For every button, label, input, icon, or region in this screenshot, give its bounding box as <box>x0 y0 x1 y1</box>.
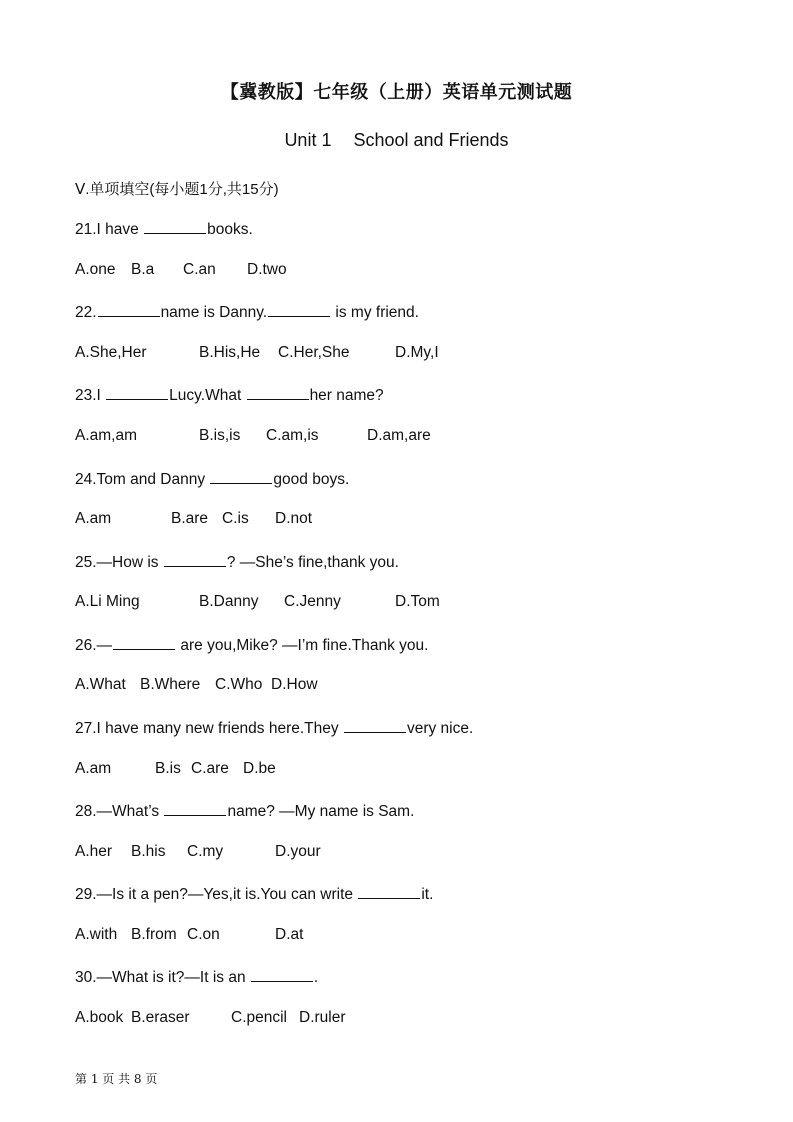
question-27 <box>75 718 473 738</box>
question-text: 30.—What is it?—It is an <box>75 969 250 986</box>
question-22 <box>75 302 419 322</box>
answer-blank <box>164 801 226 816</box>
options-21 <box>75 261 287 279</box>
answer-blank <box>358 884 420 899</box>
option-d: D.your <box>275 843 321 860</box>
option-d: D.How <box>271 676 318 693</box>
question-text: 22. <box>75 304 97 321</box>
option-c: C.my <box>187 843 224 860</box>
option-c: C.an <box>183 261 216 278</box>
option-d: D.at <box>275 926 304 943</box>
option-b: B.is <box>155 760 181 777</box>
option-a: A.with <box>75 926 118 943</box>
answer-blank <box>106 385 168 400</box>
option-c: C.Who <box>215 676 263 693</box>
option-b: B.a <box>131 261 155 278</box>
question-text: 24.Tom and Danny <box>75 471 210 488</box>
question-text: 28.—What’s <box>75 803 164 820</box>
option-a: A.am <box>75 510 112 527</box>
options-27 <box>75 760 276 778</box>
answer-blank <box>268 302 330 317</box>
option-a: A.am <box>75 760 112 777</box>
options-28 <box>75 843 321 861</box>
page-title: 【冀教版】七年级（上册）英语单元测试题 <box>220 82 573 102</box>
question-text: good boys. <box>273 471 350 488</box>
unit-number: Unit 1 <box>284 130 332 150</box>
question-29 <box>75 884 433 904</box>
option-d: D.not <box>275 510 313 527</box>
option-d: D.Tom <box>395 593 440 610</box>
option-c: C.Jenny <box>284 593 341 610</box>
option-c: C.pencil <box>231 1009 287 1026</box>
answer-blank <box>164 552 226 567</box>
question-25 <box>75 552 399 572</box>
section-heading: Ⅴ.单项填空(每小题1分,共15分) <box>75 181 279 198</box>
answer-blank <box>251 967 313 982</box>
question-text: it. <box>421 886 434 903</box>
question-text: 21.I have <box>75 221 144 238</box>
question-28 <box>75 801 414 821</box>
page-footer: 第 1 页 共 8 页 <box>75 1072 158 1086</box>
unit-title: School and Friends <box>353 130 509 150</box>
option-b: B.his <box>131 843 166 860</box>
option-a: A.her <box>75 843 113 860</box>
option-d: D.My,I <box>395 344 439 361</box>
options-26 <box>75 676 318 694</box>
option-d: D.am,are <box>367 427 431 444</box>
option-b: B.His,He <box>199 344 261 361</box>
question-text: ? —She’s fine,thank you. <box>226 554 399 571</box>
question-text: name is Danny. <box>160 304 268 321</box>
question-text: is my friend. <box>331 304 419 321</box>
question-26 <box>75 635 428 655</box>
option-b: B.Danny <box>199 593 259 610</box>
question-text: 27.I have many new friends here.They <box>75 720 343 737</box>
option-a: A.am,am <box>75 427 138 444</box>
option-c: C.are <box>191 760 229 777</box>
answer-blank <box>247 385 309 400</box>
option-b: B.from <box>131 926 177 943</box>
question-text: 26.— <box>75 637 113 654</box>
question-text: books. <box>207 221 253 238</box>
options-23 <box>75 427 431 445</box>
answer-blank <box>98 302 160 317</box>
answer-blank <box>344 718 406 733</box>
question-text: name? —My name is Sam. <box>227 803 415 820</box>
question-text: 25.—How is <box>75 554 163 571</box>
question-24 <box>75 469 349 489</box>
options-24 <box>75 510 312 528</box>
option-c: C.am,is <box>266 427 319 444</box>
question-text: Lucy.What <box>169 387 246 404</box>
question-30 <box>75 967 318 987</box>
options-22 <box>75 344 439 362</box>
unit-heading <box>0 130 793 151</box>
option-a: A.book <box>75 1009 124 1026</box>
question-text: . <box>313 969 319 986</box>
question-text: her name? <box>309 387 384 404</box>
option-b: B.is,is <box>199 427 241 444</box>
option-a: A.She,Her <box>75 344 147 361</box>
options-30 <box>75 1009 346 1027</box>
answer-blank <box>210 469 272 484</box>
option-b: B.Where <box>140 676 201 693</box>
question-23 <box>75 385 384 405</box>
option-b: B.are <box>171 510 209 527</box>
option-d: D.be <box>243 760 276 777</box>
answer-blank <box>113 635 175 650</box>
option-a: A.Li Ming <box>75 593 140 610</box>
question-text: are you,Mike? —I’m fine.Thank you. <box>176 637 429 654</box>
option-a: A.one <box>75 261 116 278</box>
option-a: A.What <box>75 676 126 693</box>
option-d: D.ruler <box>299 1009 346 1026</box>
question-text: 23.I <box>75 387 106 404</box>
option-c: C.Her,She <box>278 344 350 361</box>
question-text: 29.—Is it a pen?—Yes,it is.You can write <box>75 886 358 903</box>
options-29 <box>75 926 303 944</box>
option-c: C.on <box>187 926 220 943</box>
options-25 <box>75 593 440 611</box>
question-text: very nice. <box>406 720 474 737</box>
option-c: C.is <box>222 510 249 527</box>
option-b: B.eraser <box>131 1009 190 1026</box>
option-d: D.two <box>247 261 287 278</box>
answer-blank <box>144 219 206 234</box>
question-21 <box>75 219 253 239</box>
